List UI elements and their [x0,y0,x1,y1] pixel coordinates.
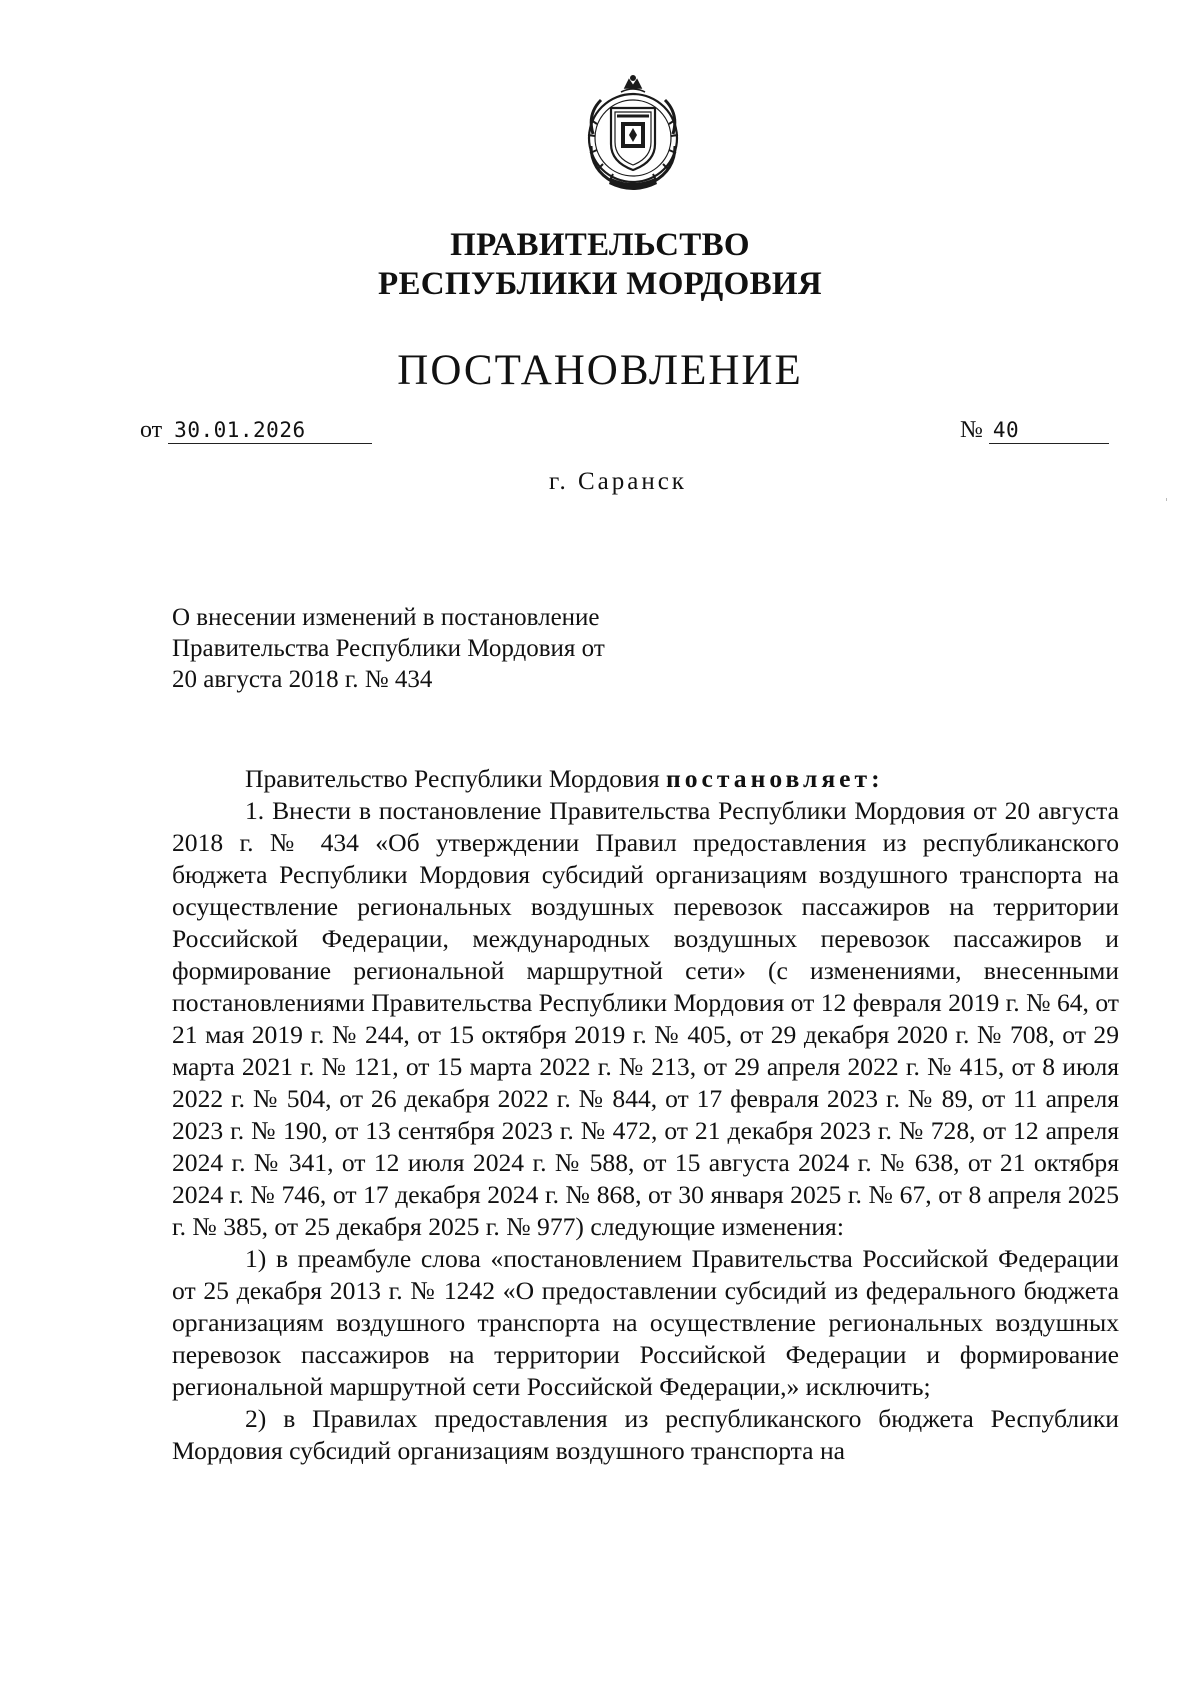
coat-of-arms-icon [577,74,689,196]
paragraph-1: 1. Внести в постановление Правительства Республики Мордовия от 20 августа 2018 г. № 434 «Об утверждении Правил предоставления из республиканского бюджета Республики Мордовия субсидий организациям воздушного транспорта на осуществление региональных воздушных перевозок пассажиров на территории Российской Федерации, международных воздушных перевозок пассажиров и формирование региональной маршрутной сети» (с изменениями, внесенными постановлениями Правительства Республики Мордовия от 12 февраля 2019 г. № 64, от 21 мая 2019 г. № 244, от 15 октября 2019 г. № 405, от 29 декабря 2020 г. № 708, от 29 марта 2021 г. № 121, от 15 марта 2022 г. № 213, от 29 апреля 2022 г. № 415, от 8 июля 2022 г. № 504, от 26 декабря 2022 г. № 844, от 17 февраля 2023 г. № 89, от 11 апреля 2023 г. № 190, от 13 сентября 2023 г. № 472, от 21 декабря 2023 г. № 728, от 12 апреля 2024 г. № 341, от 12 июля 2024 г. № 588, от 15 августа 2024 г. № 638, от 21 октября 2024 г. № 746, от 17 декабря 2024 г. № 868, от 30 января 2025 г. № 67, от 8 апреля 2025 г. № 385, от 25 декабря 2025 г. № 977) следующие изменения: [172,796,1119,1241]
document-city: г. Саранск [549,468,687,495]
document-subject [172,602,605,695]
preamble-decree-word: постановляет: [666,764,884,793]
document-type-heading: ПОСТАНОВЛЕНИЕ [397,347,803,394]
preamble-text: Правительство Республики Мордовия [245,764,666,793]
document-body [172,763,1119,1467]
item-1: 1) в преамбуле слова «постановлением Правительства Российской Федерации от 25 декабря 2013 г. № 1242 «О предоставлении субсидий из федерального бюджета организациям воздушного транспорта на осуществление региональных воздушных перевозок пассажиров на территории Российской Федерации и формирование региональной маршрутной сети Российской Федерации,» исключить; [172,1244,1119,1401]
item-2: 2) в Правилах предоставления из республиканского бюджета Республики Мордовия субсидий организациям воздушного транспорта на [172,1404,1119,1465]
date-prefix: от [140,417,163,443]
government-title-line1: ПРАВИТЕЛЬСТВО [450,227,750,263]
document-date [140,415,372,445]
number-value: 40 [989,417,1109,444]
preamble-paragraph [172,763,1119,795]
date-value: 30.01.2026 [168,417,372,444]
number-prefix: № [960,417,983,443]
government-title [0,226,1200,304]
scan-mark [1166,498,1167,501]
subject-line1: О внесении изменений в постановление [172,604,600,631]
document-number [960,415,1109,445]
subject-line3: 20 августа 2018 г. № 434 [172,666,433,693]
subject-line2: Правительства Республики Мордовия от [172,635,605,662]
government-title-line2: РЕСПУБЛИКИ МОРДОВИЯ [377,266,822,302]
